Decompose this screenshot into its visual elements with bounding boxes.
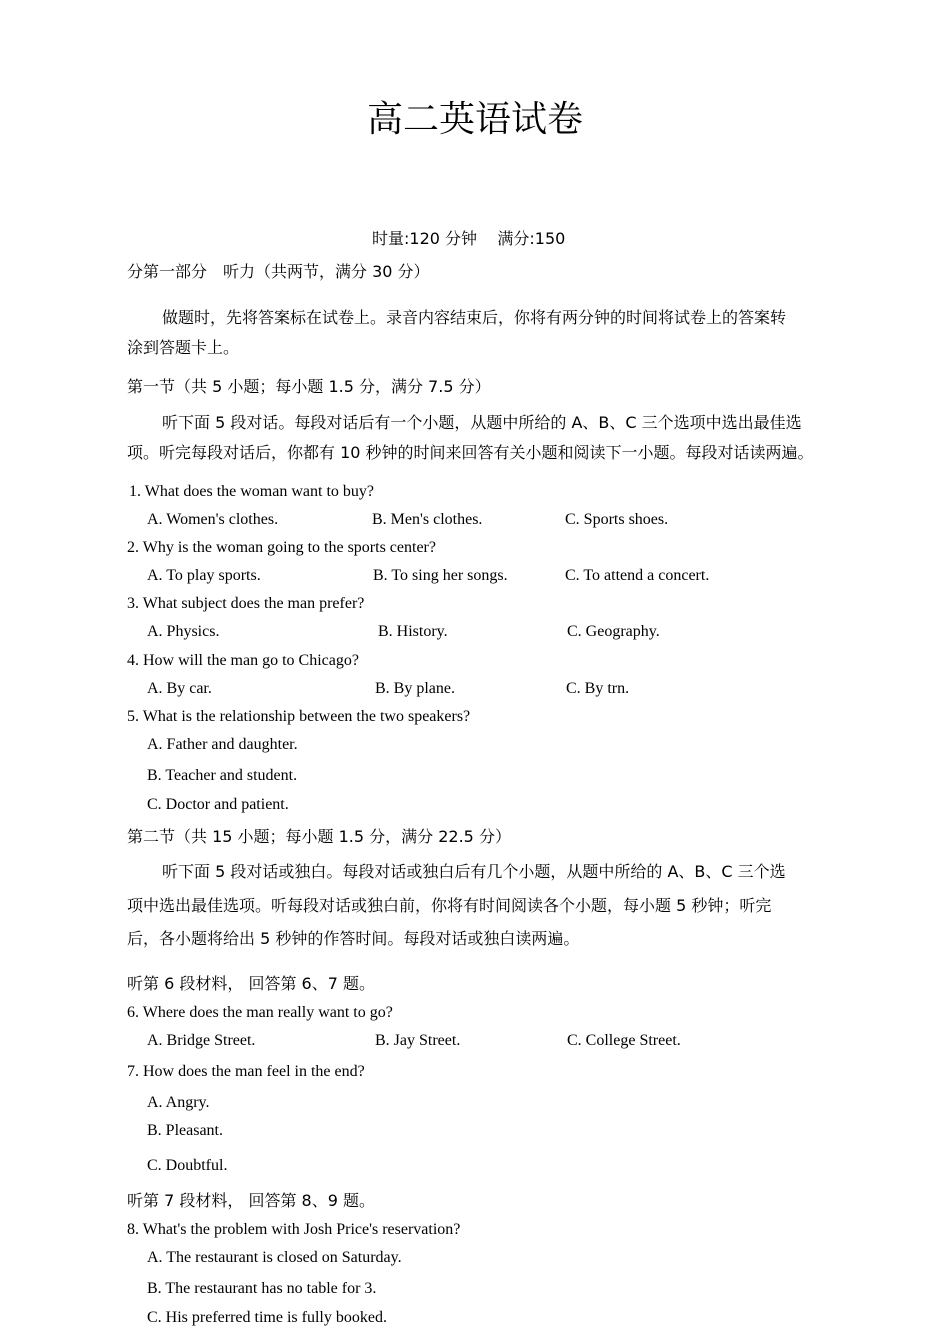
q2-option-c: C. To attend a concert.: [565, 567, 710, 584]
part1-heading: 分第一部分 听力（共两节，满分 30 分）: [127, 262, 430, 281]
question-4: 4. How will the man go to Chicago?: [127, 652, 359, 669]
q7-option-a: A. Angry.: [147, 1094, 210, 1111]
q3-option-b: B. History.: [378, 623, 448, 640]
q6-option-a: A. Bridge Street.: [147, 1032, 256, 1049]
q1-option-a: A. Women's clothes.: [147, 511, 279, 528]
q3-option-a: A. Physics.: [147, 623, 220, 640]
section1-instructions-1: 听下面 5 段对话。每段对话后有一个小题，从题中所给的 A、B、C 三个选项中选出最佳选: [162, 413, 802, 432]
question-8: 8. What's the problem with Josh Price's reservation?: [127, 1221, 461, 1238]
q3-option-c: C. Geography.: [567, 623, 660, 640]
section2-instructions-1: 听下面 5 段对话或独白。每段对话或独白后有几个小题，从题中所给的 A、B、C 三个选: [162, 862, 786, 881]
q2-option-a: A. To play sports.: [147, 567, 261, 584]
exam-meta: [372, 228, 565, 250]
q8-option-a: A. The restaurant is closed on Saturday.: [147, 1249, 402, 1266]
q8-option-c: C. His preferred time is fully booked.: [147, 1309, 387, 1326]
q6-option-b: B. Jay Street.: [375, 1032, 461, 1049]
question-6: 6. Where does the man really want to go?: [127, 1004, 393, 1021]
question-7: 7. How does the man feel in the end?: [127, 1063, 365, 1080]
q4-option-b: B. By plane.: [375, 680, 455, 697]
question-3: 3. What subject does the man prefer?: [127, 595, 365, 612]
q7-option-b: B. Pleasant.: [147, 1122, 223, 1139]
question-2: 2. Why is the woman going to the sports center?: [127, 539, 436, 556]
intro-line-2: 涂到答题卡上。: [127, 338, 240, 357]
section1-instructions-2: 项。听完每段对话后，你都有 10 秒钟的时间来回答有关小题和阅读下一小题。每段对话读两遍。: [127, 443, 814, 462]
section2-heading: 第二节（共 15 小题；每小题 1.5 分，满分 22.5 分）: [127, 827, 511, 846]
q7-option-c: C. Doubtful.: [147, 1157, 228, 1174]
page-title: 高二英语试卷: [366, 99, 583, 140]
question-1: 1. What does the woman want to buy?: [129, 483, 374, 500]
q8-option-b: B. The restaurant has no table for 3.: [147, 1280, 377, 1297]
q6-option-c: C. College Street.: [567, 1032, 681, 1049]
section2-instructions-2: 项中选出最佳选项。听每段对话或独白前，你将有时间阅读各个小题，每小题 5 秒钟；听完: [127, 896, 772, 915]
q4-option-a: A. By car.: [147, 680, 212, 697]
section2-instructions-3: 后，各小题将给出 5 秒钟的作答时间。每段对话或独白读两遍。: [127, 929, 580, 948]
intro-line-1: 做题时，先将答案标在试卷上。录音内容结束后，你将有两分钟的时间将试卷上的答案转: [162, 308, 787, 327]
q2-option-b: B. To sing her songs.: [373, 567, 508, 584]
question-5: 5. What is the relationship between the two speakers?: [127, 708, 471, 725]
material-7-heading: 听第 7 段材料， 回答第 8、9 题。: [127, 1191, 375, 1210]
q5-option-a: A. Father and daughter.: [147, 736, 298, 753]
material-6-heading: 听第 6 段材料， 回答第 6、7 题。: [127, 974, 375, 993]
section1-heading: 第一节（共 5 小题；每小题 1.5 分，满分 7.5 分）: [127, 377, 491, 396]
q1-option-b: B. Men's clothes.: [372, 511, 483, 528]
q5-option-b: B. Teacher and student.: [147, 767, 298, 784]
q4-option-c: C. By trn.: [566, 680, 630, 697]
exam-score: 满分:150: [497, 229, 566, 248]
exam-time: 时量:120 分钟: [372, 229, 478, 248]
q5-option-c: C. Doctor and patient.: [147, 796, 289, 813]
q1-option-c: C. Sports shoes.: [565, 511, 669, 528]
